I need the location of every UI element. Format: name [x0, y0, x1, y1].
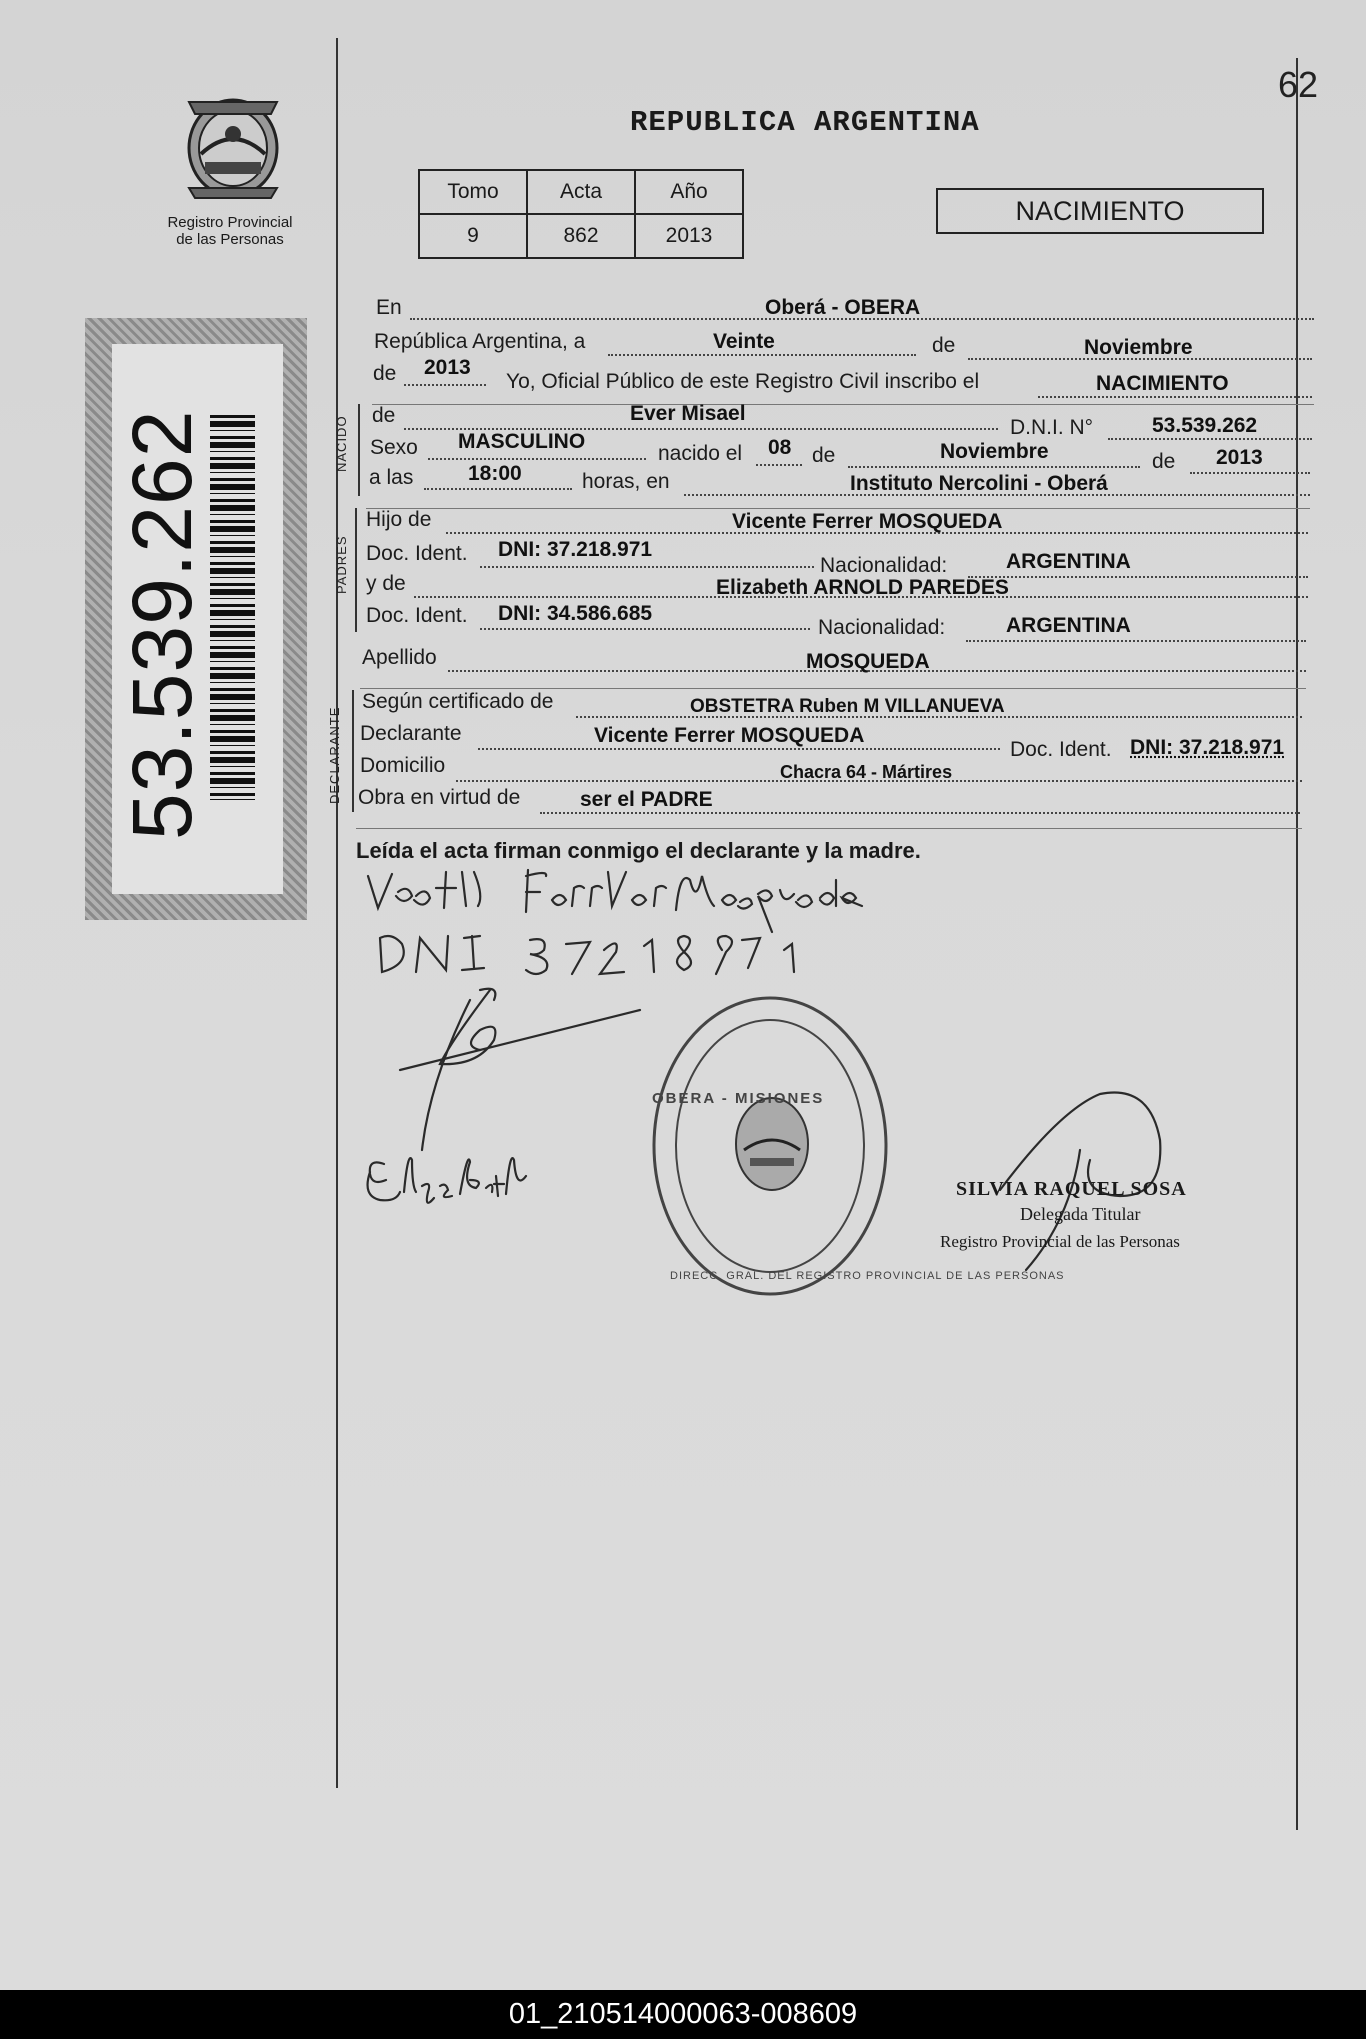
record-header-ano: Año	[635, 170, 743, 214]
value-certificate: OBSTETRA Ruben M VILLANUEVA	[690, 696, 1005, 717]
label-certificate: Según certificado de	[362, 690, 554, 713]
value-mother: Elizabeth ARNOLD PAREDES	[716, 576, 1009, 599]
value-father-nationality: ARGENTINA	[1006, 550, 1131, 573]
document-title: REPUBLICA ARGENTINA	[630, 106, 980, 139]
value-father-doc: DNI: 37.218.971	[498, 538, 653, 561]
stamp-ring-text: DIRECC. GRAL. DEL REGISTRO PROVINCIAL DE LAS PERSONAS	[670, 1270, 1065, 1282]
official-name: SILVIA RAQUEL SOSA	[956, 1178, 1187, 1200]
label-father-nationality: Nacionalidad:	[820, 554, 948, 577]
value-father: Vicente Ferrer MOSQUEDA	[732, 510, 1003, 533]
handwritten-declarant-dni	[380, 936, 794, 974]
value-sex: MASCULINO	[458, 430, 586, 453]
signature-declarant	[400, 989, 640, 1150]
section-label-padres: PADRES	[334, 535, 349, 594]
handwritten-declarant-name	[368, 870, 862, 932]
record-value-tomo: 9	[419, 214, 527, 258]
label-de-birth-month: de	[812, 444, 836, 467]
official-office: Registro Provincial de las Personas	[940, 1232, 1180, 1251]
label-address: Domicilio	[360, 754, 446, 777]
label-de-year: de	[373, 362, 397, 385]
label-dni: D.N.I. N°	[1010, 416, 1094, 439]
value-day-words: Veinte	[713, 330, 775, 353]
value-declarant: Vicente Ferrer MOSQUEDA	[594, 724, 865, 747]
value-capacity: ser el PADRE	[580, 788, 713, 811]
footer-code: 01_210514000063-008609	[0, 1990, 1366, 2039]
record-type-box: NACIMIENTO	[936, 188, 1264, 234]
label-born: nacido el	[658, 442, 743, 465]
closing-statement: Leída el acta firman conmigo el declarante y la madre.	[356, 838, 921, 863]
label-capacity: Obra en virtud de	[358, 786, 521, 809]
value-birth-month: Noviembre	[940, 440, 1049, 463]
signature-mother	[368, 1158, 526, 1203]
value-time: 18:00	[468, 462, 522, 485]
registry-label-line-1: Registro Provincial	[167, 214, 293, 231]
record-value-ano: 2013	[635, 214, 743, 258]
label-de-birth-year: de	[1152, 450, 1176, 473]
label-sex: Sexo	[370, 436, 418, 459]
label-de-name: de	[372, 404, 396, 427]
label-mother-doc: Doc. Ident.	[366, 604, 468, 627]
label-declarant-doc: Doc. Ident.	[1010, 738, 1112, 761]
official-inscription-text: Yo, Oficial Público de este Registro Civil inscribo el	[506, 370, 980, 393]
official-seal	[654, 998, 886, 1294]
label-time: a las	[369, 466, 414, 489]
official-role: Delegada Titular	[1020, 1204, 1141, 1224]
label-de-month: de	[932, 334, 956, 357]
value-address: Chacra 64 - Mártires	[780, 762, 953, 782]
value-birth-place: Instituto Nercolini - Oberá	[850, 472, 1108, 495]
value-place: Oberá - OBERA	[765, 296, 921, 319]
stamp-center-text: OBERA - MISIONES	[652, 1090, 825, 1107]
label-declarant: Declarante	[360, 722, 462, 745]
value-dni: 53.539.262	[1152, 414, 1258, 437]
registry-label-line-2: de las Personas	[176, 231, 284, 248]
value-act-type: NACIMIENTO	[1096, 372, 1229, 395]
record-value-acta: 862	[527, 214, 635, 258]
label-hours: horas, en	[582, 470, 670, 493]
page-number: 62	[1278, 64, 1319, 105]
value-mother-doc: DNI: 34.586.685	[498, 602, 653, 625]
label-and-of: y de	[366, 572, 406, 595]
barcode-number: 53.539.262	[115, 409, 209, 840]
label-republic: República Argentina, a	[374, 330, 586, 353]
value-birth-day: 08	[768, 436, 792, 459]
section-label-nacido: NACIDO	[334, 415, 349, 472]
value-birth-year: 2013	[1216, 446, 1263, 469]
value-child-name: Ever Misael	[630, 402, 746, 425]
value-month-words: Noviembre	[1084, 336, 1193, 359]
value-declarant-doc: DNI: 37.218.971	[1130, 736, 1285, 759]
label-son-of: Hijo de	[366, 508, 432, 531]
value-year: 2013	[424, 356, 471, 379]
record-header-tomo: Tomo	[419, 170, 527, 214]
label-en: En	[376, 296, 402, 319]
section-label-declarante: DECLARANTE	[327, 706, 342, 804]
value-mother-nationality: ARGENTINA	[1006, 614, 1131, 637]
value-surname: MOSQUEDA	[806, 650, 930, 673]
label-surname: Apellido	[362, 646, 437, 669]
record-header-acta: Acta	[527, 170, 635, 214]
label-mother-nationality: Nacionalidad:	[818, 616, 946, 639]
label-father-doc: Doc. Ident.	[366, 542, 468, 565]
